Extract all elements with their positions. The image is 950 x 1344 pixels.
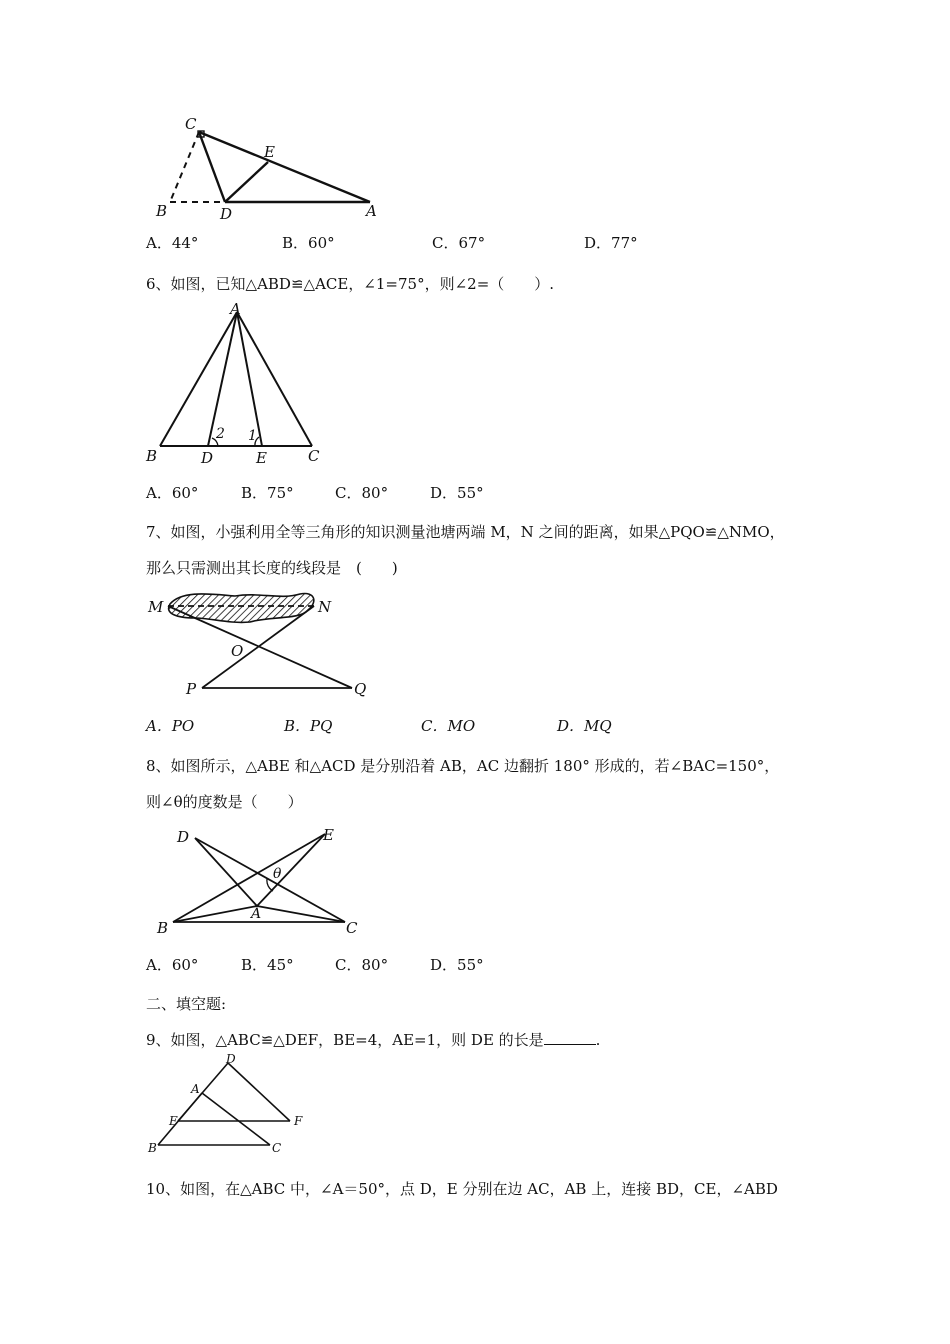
label-E: E	[323, 826, 334, 844]
label-B: B	[148, 1141, 157, 1155]
figure-q5	[140, 112, 380, 222]
q6-option-a[interactable]: A．60°	[146, 484, 199, 502]
figure-q6	[140, 300, 330, 470]
label-A: A	[191, 1082, 200, 1096]
q8-option-b[interactable]: B．45°	[241, 956, 294, 974]
q6-option-b[interactable]: B．75°	[241, 484, 294, 502]
label-N: N	[318, 598, 332, 616]
q5-option-c[interactable]: C．67°	[432, 234, 486, 252]
q7-option-c[interactable]: C．MO	[421, 717, 476, 735]
label-B: B	[156, 202, 168, 220]
q9-end: .	[595, 1031, 601, 1049]
label-B: B	[146, 447, 158, 465]
label-O: O	[231, 642, 244, 660]
q10-text: 10、如图，在△ABC 中，∠A＝50°，点 D，E 分别在边 AC，AB 上，连接 BD，CE，∠ABD	[146, 1180, 778, 1198]
label-D: D	[220, 205, 233, 223]
q6-text: 6、如图，已知△ABD≌△ACE，∠1=75°，则∠2=（ ）.	[146, 275, 555, 293]
q5-option-b[interactable]: B．60°	[282, 234, 335, 252]
q7-option-a[interactable]: A．PO	[146, 717, 195, 735]
label-D: D	[201, 449, 214, 467]
q8-option-a[interactable]: A．60°	[146, 956, 199, 974]
label-E: E	[256, 449, 267, 467]
label-B: B	[157, 919, 169, 937]
q9-question: 9、如图，△ABC≌△DEF，BE=4，AE=1，则 DE 的长是	[146, 1031, 544, 1049]
q5-option-a[interactable]: A．44°	[146, 234, 199, 252]
figure-q9	[140, 1052, 310, 1155]
label-theta: θ	[273, 866, 282, 882]
q5-option-d[interactable]: D．77°	[584, 234, 638, 252]
q7-text-line1: 7、如图，小强利用全等三角形的知识测量池塘两端 M，N 之间的距离，如果△PQO≌△NMO，	[146, 523, 785, 541]
label-E: E	[264, 143, 275, 161]
q8-option-d[interactable]: D．55°	[430, 956, 484, 974]
label-A: A	[251, 906, 262, 922]
label-D: D	[226, 1052, 236, 1066]
section-heading: 二、填空题:	[146, 995, 227, 1013]
q7-option-b[interactable]: B．PQ	[284, 717, 333, 735]
label-A: A	[366, 202, 377, 220]
label-C: C	[272, 1141, 282, 1155]
label-D: D	[177, 828, 190, 846]
figure-q8	[145, 822, 375, 940]
label-M: M	[148, 598, 164, 616]
label-A: A	[230, 300, 241, 318]
answer-blank[interactable]	[544, 1030, 596, 1045]
q6-option-d[interactable]: D．55°	[430, 484, 484, 502]
label-C: C	[308, 447, 320, 465]
angle-label-1: 1	[248, 428, 257, 444]
label-Q: Q	[354, 680, 367, 698]
q8-text-line1: 8、如图所示，△ABE 和△ACD 是分别沿着 AB，AC 边翻折 180° 形成的，若∠BAC=150°，	[146, 757, 780, 775]
label-F: F	[294, 1114, 303, 1128]
label-C: C	[346, 919, 358, 937]
q6-option-c[interactable]: C．80°	[335, 484, 389, 502]
label-E: E	[169, 1114, 178, 1128]
angle-label-2: 2	[216, 426, 225, 442]
label-C: C	[185, 115, 197, 133]
figure-q7	[140, 588, 380, 698]
q7-option-d[interactable]: D．MQ	[557, 717, 612, 735]
q7-text-line2: 那么只需测出其长度的线段是 ( )	[146, 559, 398, 577]
q8-text-line2: 则∠θ的度数是（ ）	[146, 793, 303, 811]
q9-text	[146, 1029, 600, 1050]
q8-option-c[interactable]: C．80°	[335, 956, 389, 974]
label-P: P	[186, 680, 197, 698]
